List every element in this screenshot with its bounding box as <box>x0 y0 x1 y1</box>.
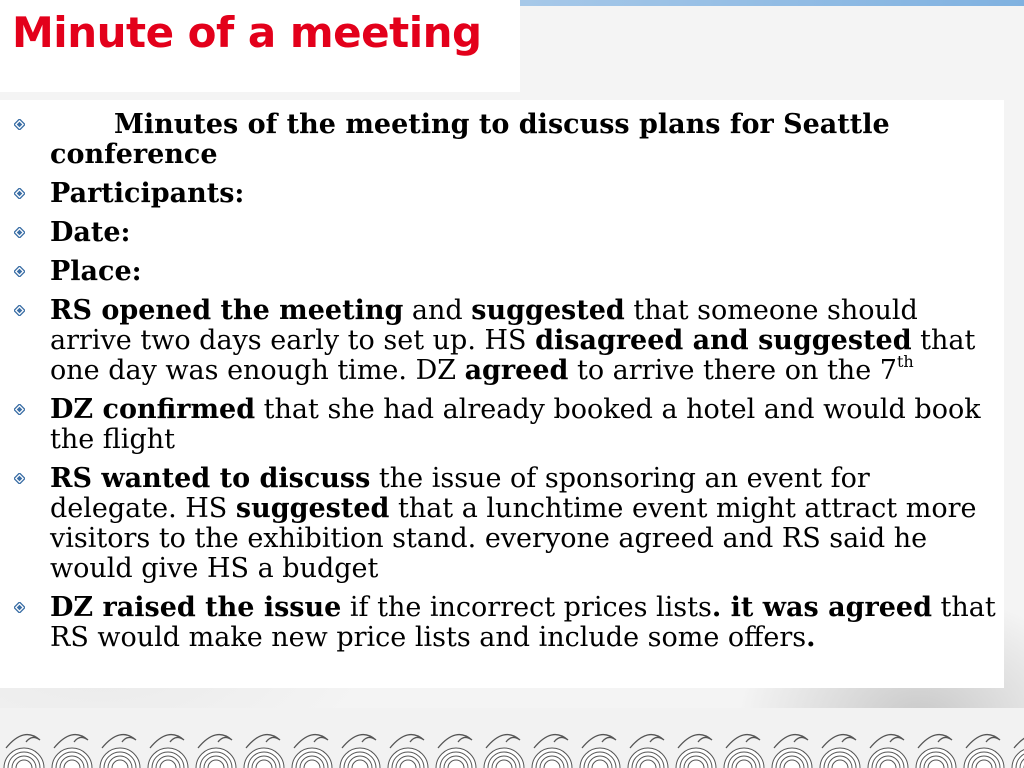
wave-border <box>0 708 1024 768</box>
bullet-text-segment: that RS would make new price lists and include some offers <box>50 592 996 653</box>
bullet-text-segment: that someone should arrive two days early to set up. HS <box>50 295 918 356</box>
diamond-bullet-icon <box>14 473 25 484</box>
bullet-text-segment: that a lunchtime event might attract more visitors to the exhibition stand. everyone agreed and RS said he would give HS a budget <box>50 493 977 584</box>
bullet-text-segment: that she had already booked a hotel and would book the flight <box>50 394 981 455</box>
bullet-text-segment: Date: <box>50 217 131 248</box>
diamond-bullet-icon <box>14 119 25 130</box>
diamond-bullet-icon <box>14 305 25 316</box>
bullet-text-segment: RS wanted to discuss <box>50 463 371 494</box>
bullet-text-segment: to arrive there on the 7 <box>568 355 897 386</box>
bullet-text-segment: the issue of sponsoring an event for delegate. HS <box>50 463 870 524</box>
bullet-text-segment: Minutes of the meeting to discuss plans for Seattle conference <box>50 109 890 170</box>
bullet-text-segment: Participants: <box>50 178 245 209</box>
bullet-text-segment: DZ raised the issue <box>50 592 342 623</box>
bullet-text-segment: agreed <box>464 355 569 386</box>
diamond-bullet-icon <box>14 188 25 199</box>
slide-title: Minute of a meeting <box>12 8 482 57</box>
bullet-item <box>10 179 1000 209</box>
bullet-item <box>10 593 1000 653</box>
bullet-list <box>10 110 1000 662</box>
bullet-text-segment: DZ confirmed <box>50 394 256 425</box>
bullet-text-segment: . <box>806 622 816 653</box>
diamond-bullet-icon <box>14 266 25 277</box>
bullet-text-segment: Place: <box>50 256 142 287</box>
diamond-bullet-icon <box>14 404 25 415</box>
bullet-text-segment: suggested <box>471 295 625 326</box>
bullet-text-segment: if the incorrect prices lists <box>341 592 712 623</box>
bullet-item <box>10 257 1000 287</box>
bullet-text-segment: suggested <box>235 493 390 524</box>
bullet-text-segment: and <box>403 295 472 326</box>
bullet-item <box>10 110 1000 170</box>
bullet-text-segment: th <box>896 352 914 371</box>
bullet-item <box>10 296 1000 386</box>
bullet-item <box>10 218 1000 248</box>
bullet-text-segment: RS opened the meeting <box>50 295 404 326</box>
diamond-bullet-icon <box>14 602 25 613</box>
bullet-item <box>10 464 1000 584</box>
bullet-text-segment: . it was agreed <box>711 592 932 623</box>
bullet-item <box>10 395 1000 455</box>
bullet-text-segment: that one day was enough time. DZ <box>50 325 976 386</box>
diamond-bullet-icon <box>14 227 25 238</box>
bullet-text-segment: disagreed and suggested <box>535 325 912 356</box>
